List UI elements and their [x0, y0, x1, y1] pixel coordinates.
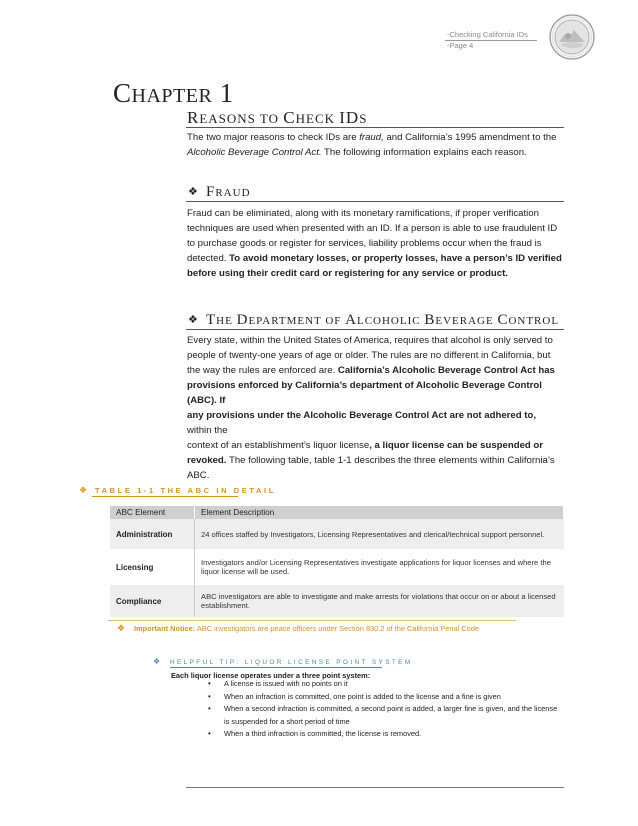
bullet-icon: •: [208, 729, 211, 738]
tip-title: HELPFUL TIP: LIQUOR LICENSE POINT SYSTEM: [170, 659, 413, 666]
table-cell-element: Compliance: [110, 585, 195, 617]
fraud-diamond-icon: ❖: [188, 186, 198, 198]
point-list: [208, 678, 558, 741]
list-item: • When a second infraction is committed, a second point is added, a larger fine is given, and the license is suspended for a short period of time: [208, 704, 558, 726]
abc-rule: [186, 329, 564, 330]
abc-paragraph: Every state, within the United States of America, requires that alcohol is only served to people of twenty-one years of age or older. The rules are no different in California, but the way the rules are enforced are. California’s Alcoholic Beverage Control Act has provisions enforced by California’s department of Alcoholic Beverage Control (ABC). If any provisions under the Alcoholic Beverage Control Act are not adhered to, within the context of an establishment’s liquor license, a liquor license can be suspended or revoked. The following table, table 1-1 describes the three elements within California’s ABC.: [187, 335, 555, 481]
table-cell-description: ABC investigators are able to investigate and make arrests for violations that occur on or about a licensed establishment.: [195, 585, 564, 617]
footer-rule: [186, 787, 564, 788]
header-page: -Page 4: [447, 41, 474, 50]
abc-diamond-icon: ❖: [188, 314, 198, 326]
california-seal-icon: [549, 14, 595, 60]
tip-subtitle: Each liquor license operates under a three point system:: [171, 671, 371, 680]
notice-rule: [108, 620, 516, 621]
table-header-description: Element Description: [195, 506, 564, 519]
reasons-heading: REASONS TO CHECK IDS: [187, 108, 368, 127]
list-item: • When a third infraction is committed, the license is removed.: [208, 728, 558, 741]
important-notice: Important Notice: ABC investigators are peace officers under Section 830.2 of the California Penal Code: [134, 624, 479, 633]
tip-diamond-icon: ❖: [153, 657, 161, 666]
table-cell-element: Licensing: [110, 549, 195, 585]
tip-rule: [170, 667, 382, 668]
fraud-paragraph: Fraud can be eliminated, along with its monetary ramifications, if proper verification techniques are used when presented with an ID. If a person is able to use fraudulent ID to purchase goods or register for services, liability problems occur when the fraud is detected. To avoid monetary losses, or property losses, have a person’s ID verified before using their credit card or registering for any service or product.: [187, 208, 562, 279]
table-caption: TABLE 1-1 THE ABC IN DETAIL: [95, 486, 276, 495]
bullet-icon: •: [208, 691, 211, 701]
abc-table: [110, 506, 564, 617]
table-header-row: [110, 506, 564, 519]
reasons-paragraph: The two major reasons to check IDs are fraud, and California’s 1995 amendment to the Alcoholic Beverage Control Act. The following information explains each reason.: [187, 132, 557, 158]
table-cell-description: Investigators and/or Licensing Representatives investigate applications for liquor licenses and where the liquor license will be used.: [201, 558, 551, 576]
bullet-icon: •: [208, 704, 211, 713]
header-title: -Checking California IDs: [447, 30, 528, 39]
fraud-heading: FRAUD: [206, 184, 251, 200]
reasons-rule: [186, 127, 564, 128]
fraud-rule: [186, 201, 564, 202]
table-cell-element: Administration: [110, 519, 195, 549]
caption-rule: [92, 496, 238, 497]
list-item: • A license is issued with no points on it: [208, 678, 558, 691]
table-row: [110, 549, 564, 585]
table-cell-description: 24 offices staffed by Investigators, Licensing Representatives and clerical/technical support personnel.: [195, 519, 564, 549]
abc-heading: THE DEPARTMENT OF ALCOHOLIC BEVERAGE CONTROL: [206, 312, 560, 328]
caption-diamond-icon: ❖: [79, 485, 88, 495]
list-item: • When an infraction is committed, one point is added to the license and a fine is given: [208, 691, 558, 704]
chapter-title: CHAPTER 1: [113, 78, 234, 108]
notice-diamond-icon: ❖: [117, 623, 126, 633]
table-row: [110, 585, 564, 617]
bullet-icon: •: [208, 679, 211, 688]
table-row: [110, 519, 564, 549]
table-header-element: ABC Element: [110, 506, 195, 519]
